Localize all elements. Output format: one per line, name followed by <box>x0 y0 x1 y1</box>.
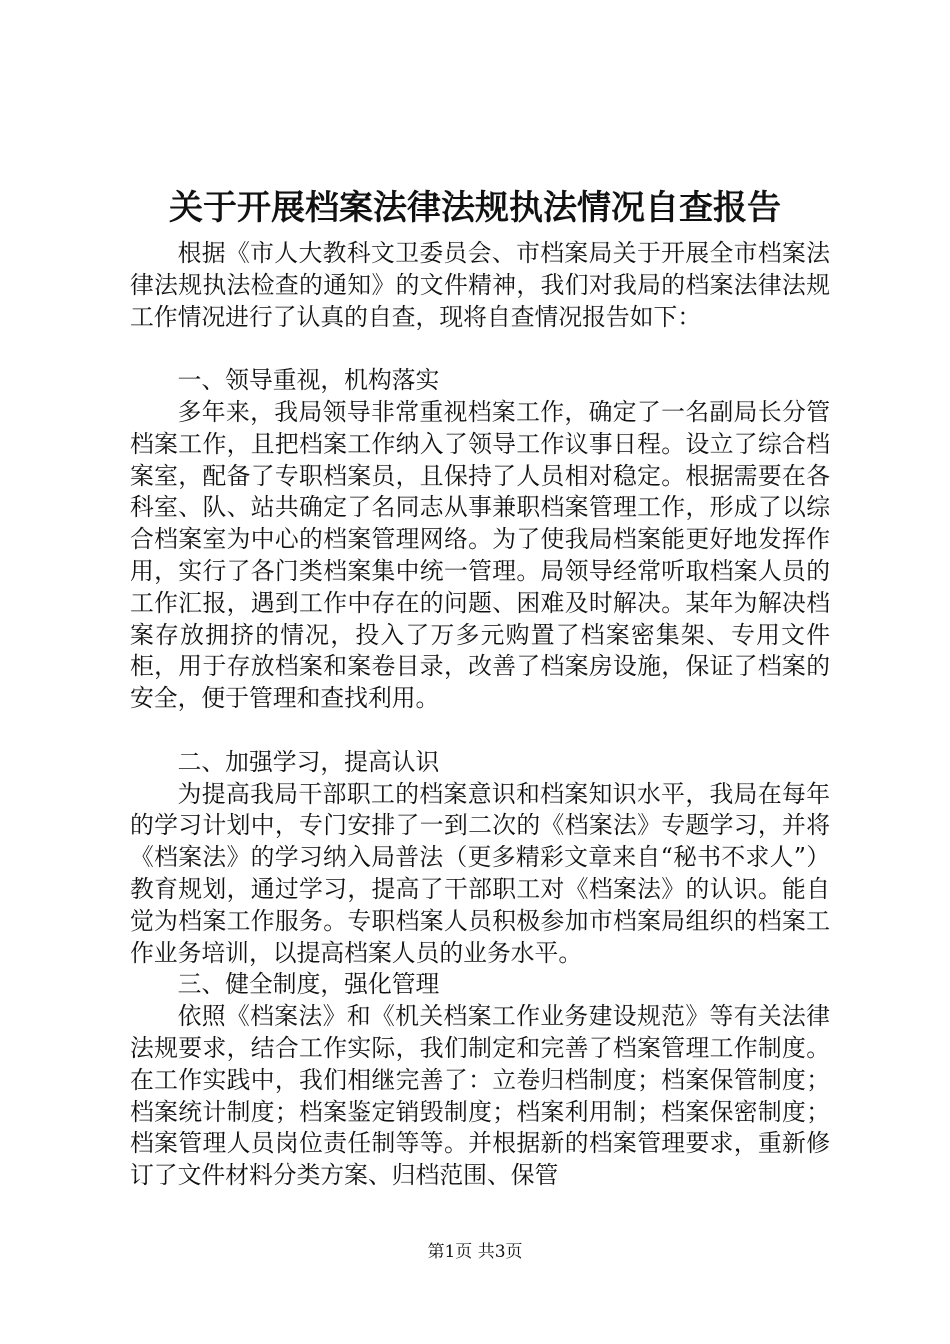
intro-paragraph: 根据《市人大教科文卫委员会、市档案局关于开展全市档案法律法规执法检查的通知》的文件精神，我们对我局的档案法律法规工作情况进行了认真的自查，现将自查情况报告如下： <box>130 239 830 331</box>
page-number: 第1页 共3页 <box>427 1242 523 1262</box>
paragraph-gap <box>130 715 830 747</box>
section-paragraph-1: 多年来，我局领导非常重视档案工作，确定了一名副局长分管档案工作，且把档案工作纳入了领导工作议事日程。设立了综合档案室，配备了专职档案员，且保持了人员相对稳定。根据需要在各科室、队、站共确定了名同志从事兼职档案管理工作，形成了以综合档案室为中心的档案管理网络。为了使我局档案能更好地发挥作用，实行了各门类档案集中统一管理。局领导经常听取档案人员的工作汇报，遇到工作中存在的问题、困难及时解决。某年为解决档案存放拥挤的情况，投入了万多元购置了档案密集架、专用文件柜，用于存放档案和案卷目录，改善了档案房设施，保证了档案的安全，便于管理和查找利用。 <box>130 397 830 713</box>
section-paragraph-2: 为提高我局干部职工的档案意识和档案知识水平，我局在每年的学习计划中，专门安排了一到二次的《档案法》专题学习，并将《档案法》的学习纳入局普法（更多精彩文章来自“秘书不求人”）教育规划，通过学习，提高了干部职工对《档案法》的认识。能自觉为档案工作服务。专职档案人员积极参加市档案局组织的档案工作业务培训，以提高档案人员的业务水平。 <box>130 779 830 967</box>
section-paragraph-3: 依照《档案法》和《机关档案工作业务建设规范》等有关法律法规要求，结合工作实际，我们制定和完善了档案管理工作制度。在工作实践中，我们相继完善了：立卷归档制度；档案保管制度；档案统计制度；档案鉴定销毁制度；档案利用制；档案保密制度；档案管理人员岗位责任制等等。并根据新的档案管理要求，重新修订了文件材料分类方案、归档范围、保管 <box>130 1002 830 1190</box>
document-title: 关于开展档案法律法规执法情况自查报告 <box>169 188 781 228</box>
section-heading-3: 三、健全制度，强化管理 <box>177 970 440 999</box>
paragraph-gap <box>130 333 830 365</box>
section-heading-1: 一、领导重视，机构落实 <box>177 366 440 395</box>
section-heading-2: 二、加强学习，提高认识 <box>177 747 440 776</box>
document-body <box>130 238 830 1192</box>
